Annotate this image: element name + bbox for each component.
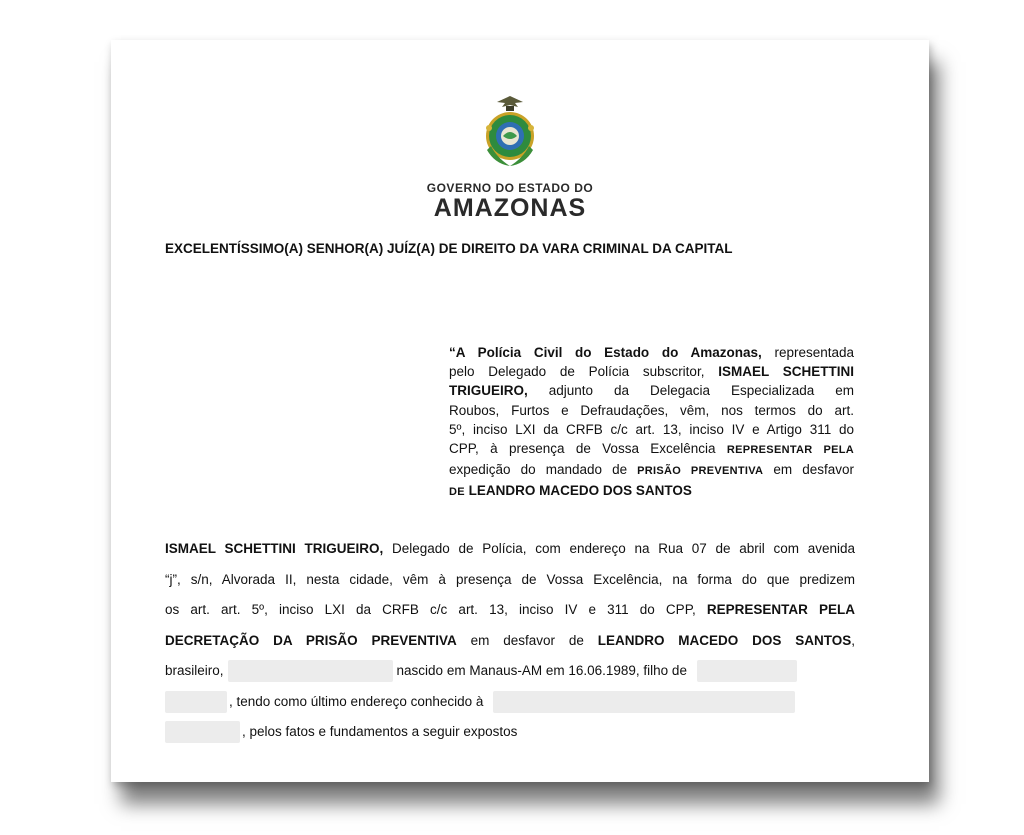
epigraph-line: CPP, à presença de Vossa Excelência REPRESENTAR PELA: [449, 441, 854, 457]
amazonas-coat-of-arms-icon: [475, 92, 545, 172]
epigraph-line: expedição do mandado de PRISÃO PREVENTIVA em desfavor: [449, 462, 854, 478]
epigraph-line: 5º, inciso LXI da CRFB c/c art. 13, inciso IV e Artigo 311 do: [449, 421, 854, 437]
epigraph-line: Roubos, Furtos e Defraudações, vêm, nos termos do art.: [449, 402, 854, 418]
epigraph-line: DE LEANDRO MACEDO DOS SANTOS: [449, 483, 692, 499]
redaction-block: [228, 660, 393, 682]
body-line: ISMAEL SCHETTINI TRIGUEIRO, Delegado de Polícia, com endereço na Rua 07 de abril com avenida: [165, 541, 856, 556]
epigraph-line: pelo Delegado de Polícia subscritor, ISMAEL SCHETTINI: [449, 364, 854, 380]
document-heading: EXCELENTÍSSIMO(A) SENHOR(A) JUÍZ(A) DE DIREITO DA VARA CRIMINAL DA CAPITAL: [165, 241, 733, 256]
body-line: , pelos fatos e fundamentos a seguir expostos: [165, 717, 855, 748]
redaction-block: [697, 660, 797, 682]
letterhead-state-name: AMAZONAS: [433, 194, 587, 222]
epigraph-line: “A Polícia Civil do Estado do Amazonas, representada: [449, 345, 855, 360]
body-line: brasileiro, nascido em Manaus-AM em 16.06.1989, filho de: [165, 656, 855, 687]
redaction-block: [165, 691, 227, 713]
epigraph-line: TRIGUEIRO, adjunto da Delegacia Especializada em: [449, 383, 854, 399]
body-line: DECRETAÇÃO DA PRISÃO PREVENTIVA em desfavor de LEANDRO MACEDO DOS SANTOS,: [165, 632, 855, 648]
letterhead-line1: GOVERNO DO ESTADO DO: [426, 181, 594, 195]
redaction-block: [493, 691, 795, 713]
body-line: , tendo como último endereço conhecido à: [165, 687, 855, 718]
body-line: os art. art. 5º, inciso LXI da CRFB c/c art. 13, inciso IV e 311 do CPP, REPRESENTAR PELA: [165, 602, 855, 617]
body-paragraph: [165, 534, 855, 748]
epigraph-paragraph: [449, 343, 854, 503]
body-line: “j”, s/n, Alvorada II, nesta cidade, vêm à presença de Vossa Excelência, na forma do que predizem: [165, 571, 855, 587]
redaction-block: [165, 721, 240, 743]
